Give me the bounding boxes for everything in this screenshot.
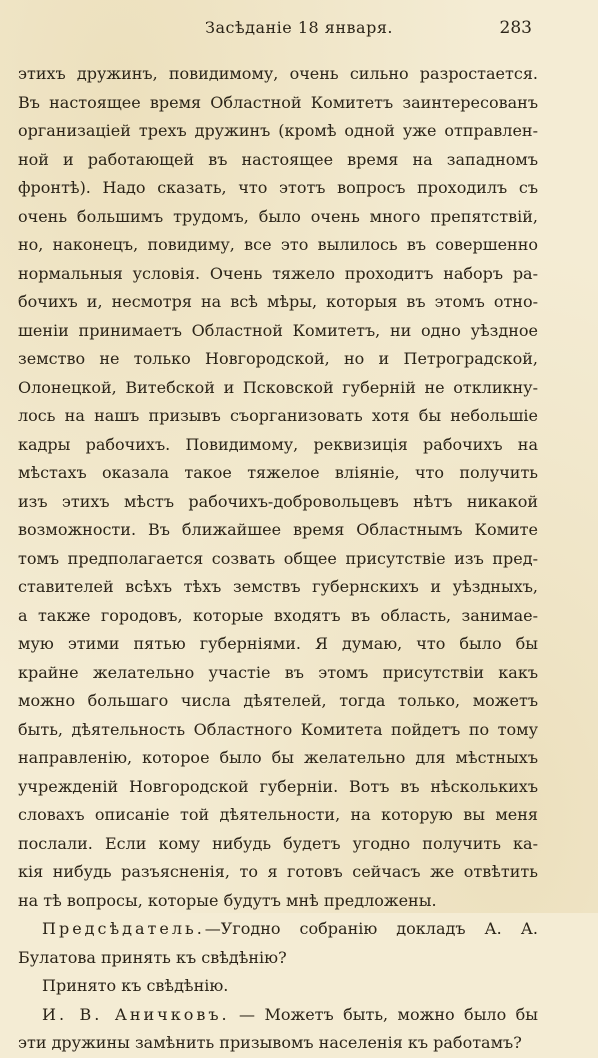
text-line: мую этими пятью губерніями. Я думаю, что было бы [18,634,538,653]
text-line: фронтѣ). Надо сказать, что этотъ вопросъ проходилъ съ [18,178,538,197]
speaker-anichkov: И. В. Аничковъ. [42,1004,230,1024]
text-line: крайне желательно участіе въ этомъ присутствіи какъ [18,662,538,682]
chairman-line [18,915,538,944]
text-line: шеніи принимаетъ Областной Комитетъ, ни одно уѣздное [18,320,538,340]
page-number: 283 [499,18,532,38]
text-line: направленію, которое было бы желательно для мѣстныхъ [18,748,538,767]
text-line: организацiей трехъ дружинъ (кромѣ одной уже отправлен- [18,121,538,140]
text-line: быть, дѣятельность Областного Комитета пойдетъ по тому [18,719,538,739]
text-line: очень большимъ трудомъ, было очень много препятствій, [18,206,538,226]
text-line: можно большаго числа дѣятелей, тогда только, можетъ [18,691,538,710]
running-title: Засѣданіе 18 января. [204,18,393,37]
chairman-line-cont: Булатова принять къ свѣдѣнію? [18,947,287,967]
text-line: учрежденій Новгородской губерніи. Вотъ въ нѣсколькихъ [18,776,538,796]
text-line: ной и работающей въ настоящее время на западномъ [18,149,538,169]
anichkov-line-cont: эти дружины замѣнить призывомъ населенія къ работамъ? [18,1033,522,1052]
text-line: томъ предполагается созвать общее присутствіе изъ пред- [18,548,538,568]
body-text [18,60,538,1058]
speaker-chairman: Предсѣдатель. [42,919,205,938]
text-line: лось на нашъ призывъ съорганизовать хотя бы небольшіе [18,406,538,425]
text-line: послали. Если кому нибудь будетъ угодно получить ка- [18,833,538,853]
paragraph-speech [18,60,538,915]
text-line: мѣстахъ оказала такое тяжелое вліяніе, что получить [18,463,538,482]
text-line: кія нибудь разъясненія, то я готовъ сейчасъ же отвѣтить [18,862,538,881]
text-line: Въ настоящее время Областной Комитетъ заинтересованъ [18,92,538,112]
text-line: этихъ дружинъ, повидимому, очень сильно разростается. [18,64,538,83]
text-line: на тѣ вопросы, которые будутъ мнѣ предложены. [18,890,437,910]
anichkov-question: — Можетъ быть, можно было бы [229,1004,538,1024]
text-line: нормальныя условія. Очень тяжело проходитъ наборъ ра- [18,263,538,283]
text-line: бочихъ и, несмотря на всѣ мѣры, которыя въ этомъ отно- [18,292,538,311]
text-line: земство не только Новгородской, но и Петроградской, [18,349,538,368]
accepted-line: Принято къ свѣдѣнію. [42,976,229,995]
text-line: а также городовъ, которые входятъ въ область, занимае- [18,605,538,625]
text-line: кадры рабочихъ. Повидимому, реквизиція рабочихъ на [18,434,538,454]
text-line: ставителей всѣхъ тѣхъ земствъ губернскихъ и уѣздныхъ, [18,577,538,596]
anichkov-line [18,1001,538,1030]
text-line: изъ этихъ мѣстъ рабочихъ-добровольцевъ нѣтъ никакой [18,491,538,511]
text-line: Олонецкой, Витебской и Псковской губерній не откликну- [18,377,538,397]
text-line: но, наконецъ, повидиму, все это вылилось въ совершенно [18,235,538,254]
text-line: словахъ описаніе той дѣятельности, на которую вы меня [18,805,538,824]
page-header [0,18,598,44]
chairman-question: —Угодно собранію докладъ А. А. [204,919,538,938]
text-line: возможности. Въ ближайшее время Областнымъ Комите [18,520,538,539]
